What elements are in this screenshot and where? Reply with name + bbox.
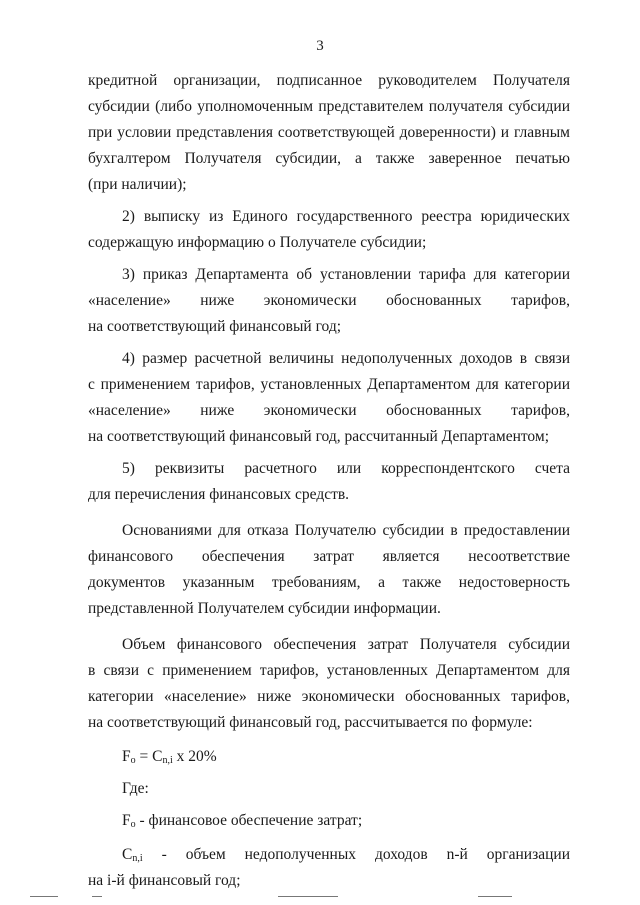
paragraph-3-line: 3) приказ Департамента об установлении тарифа для категории [122,266,570,283]
definition-fo-sub: o [130,819,136,830]
definition-cni-sub: n,i [132,853,143,864]
definition-fo-symbol: F [122,812,131,829]
formula [88,744,570,770]
paragraph-6-line: Основаниями для отказа Получателю субсидии в предоставлении [122,522,570,539]
paragraph-6-line: документов указанным требованиям, а также недостоверность [88,574,570,591]
paragraph-4-line: 4) размер расчетной величины недополученных доходов в связи [122,350,570,367]
paragraph-1-line: бухгалтером Получателя субсидии, а также заверенное печатью [88,150,570,167]
paragraph-1-line: (при наличии); [88,176,187,193]
paragraph-4-line: на соответствующий финансовый год, рассчитанный Департаментом; [88,428,550,445]
definition-cni-line2: на i-й финансовый год; [88,872,241,889]
paragraph-7-line: Объем финансового обеспечения затрат Получателя субсидии [122,636,570,653]
paragraph-5-line: 5) реквизиты расчетного или корреспондентского счета [122,460,570,477]
definition-cni [88,842,570,868]
definition-cni-symbol: C [122,846,133,863]
paragraph-5-line: для перечисления финансовых средств. [88,486,350,503]
paragraph-6-line: представленной Получателем субсидии информации. [88,600,441,617]
where-label: Где: [122,780,149,797]
paragraph-3-line: на соответствующий финансовый год; [88,318,342,335]
paragraph-7-line: категории «население» ниже экономически обоснованных тарифов, [88,688,570,705]
paragraph-1-line: субсидии (либо уполномоченным представителем получателя субсидии [88,98,570,115]
paragraph-3-line: «население» ниже экономически обоснованных тарифов, [88,292,570,309]
paragraph-6-line: финансового обеспечения затрат является несоответствие [88,548,570,565]
definition-fo [88,808,570,834]
formula-lhs: F [122,748,131,765]
document-body [88,68,570,894]
paragraph-2-line: 2) выписку из Единого государственного реестра юридических [122,208,570,225]
formula-lhs-sub: o [130,755,136,766]
page-number: 3 [316,38,324,54]
paragraph-4-line: «население» ниже экономически обоснованных тарифов, [88,402,570,419]
paragraph-4-line: с применением тарифов, установленных Департаментом для категории [88,376,570,393]
formula-rest: x 20% [172,748,217,765]
formula-rhs-sub: n,i [162,755,173,766]
scan-edge-marks [0,885,640,905]
paragraph-2-line: содержащую информацию о Получателе субсидии; [88,234,427,251]
paragraph-1-line: при условии представления соответствующей доверенности) и главным [88,124,570,141]
definition-cni-text: - объем недополученных доходов n-й организации [142,846,570,863]
paragraph-7-line: в связи с применением тарифов, установленных Департаментом для [88,662,570,679]
definition-fo-text: - финансовое обеспечение затрат; [135,812,363,829]
paragraph-1-line: кредитной организации, подписанное руководителем Получателя [88,72,570,89]
paragraph-7-line: на соответствующий финансовый год, рассчитывается по формуле: [88,714,533,731]
formula-eq: = C [135,748,163,765]
